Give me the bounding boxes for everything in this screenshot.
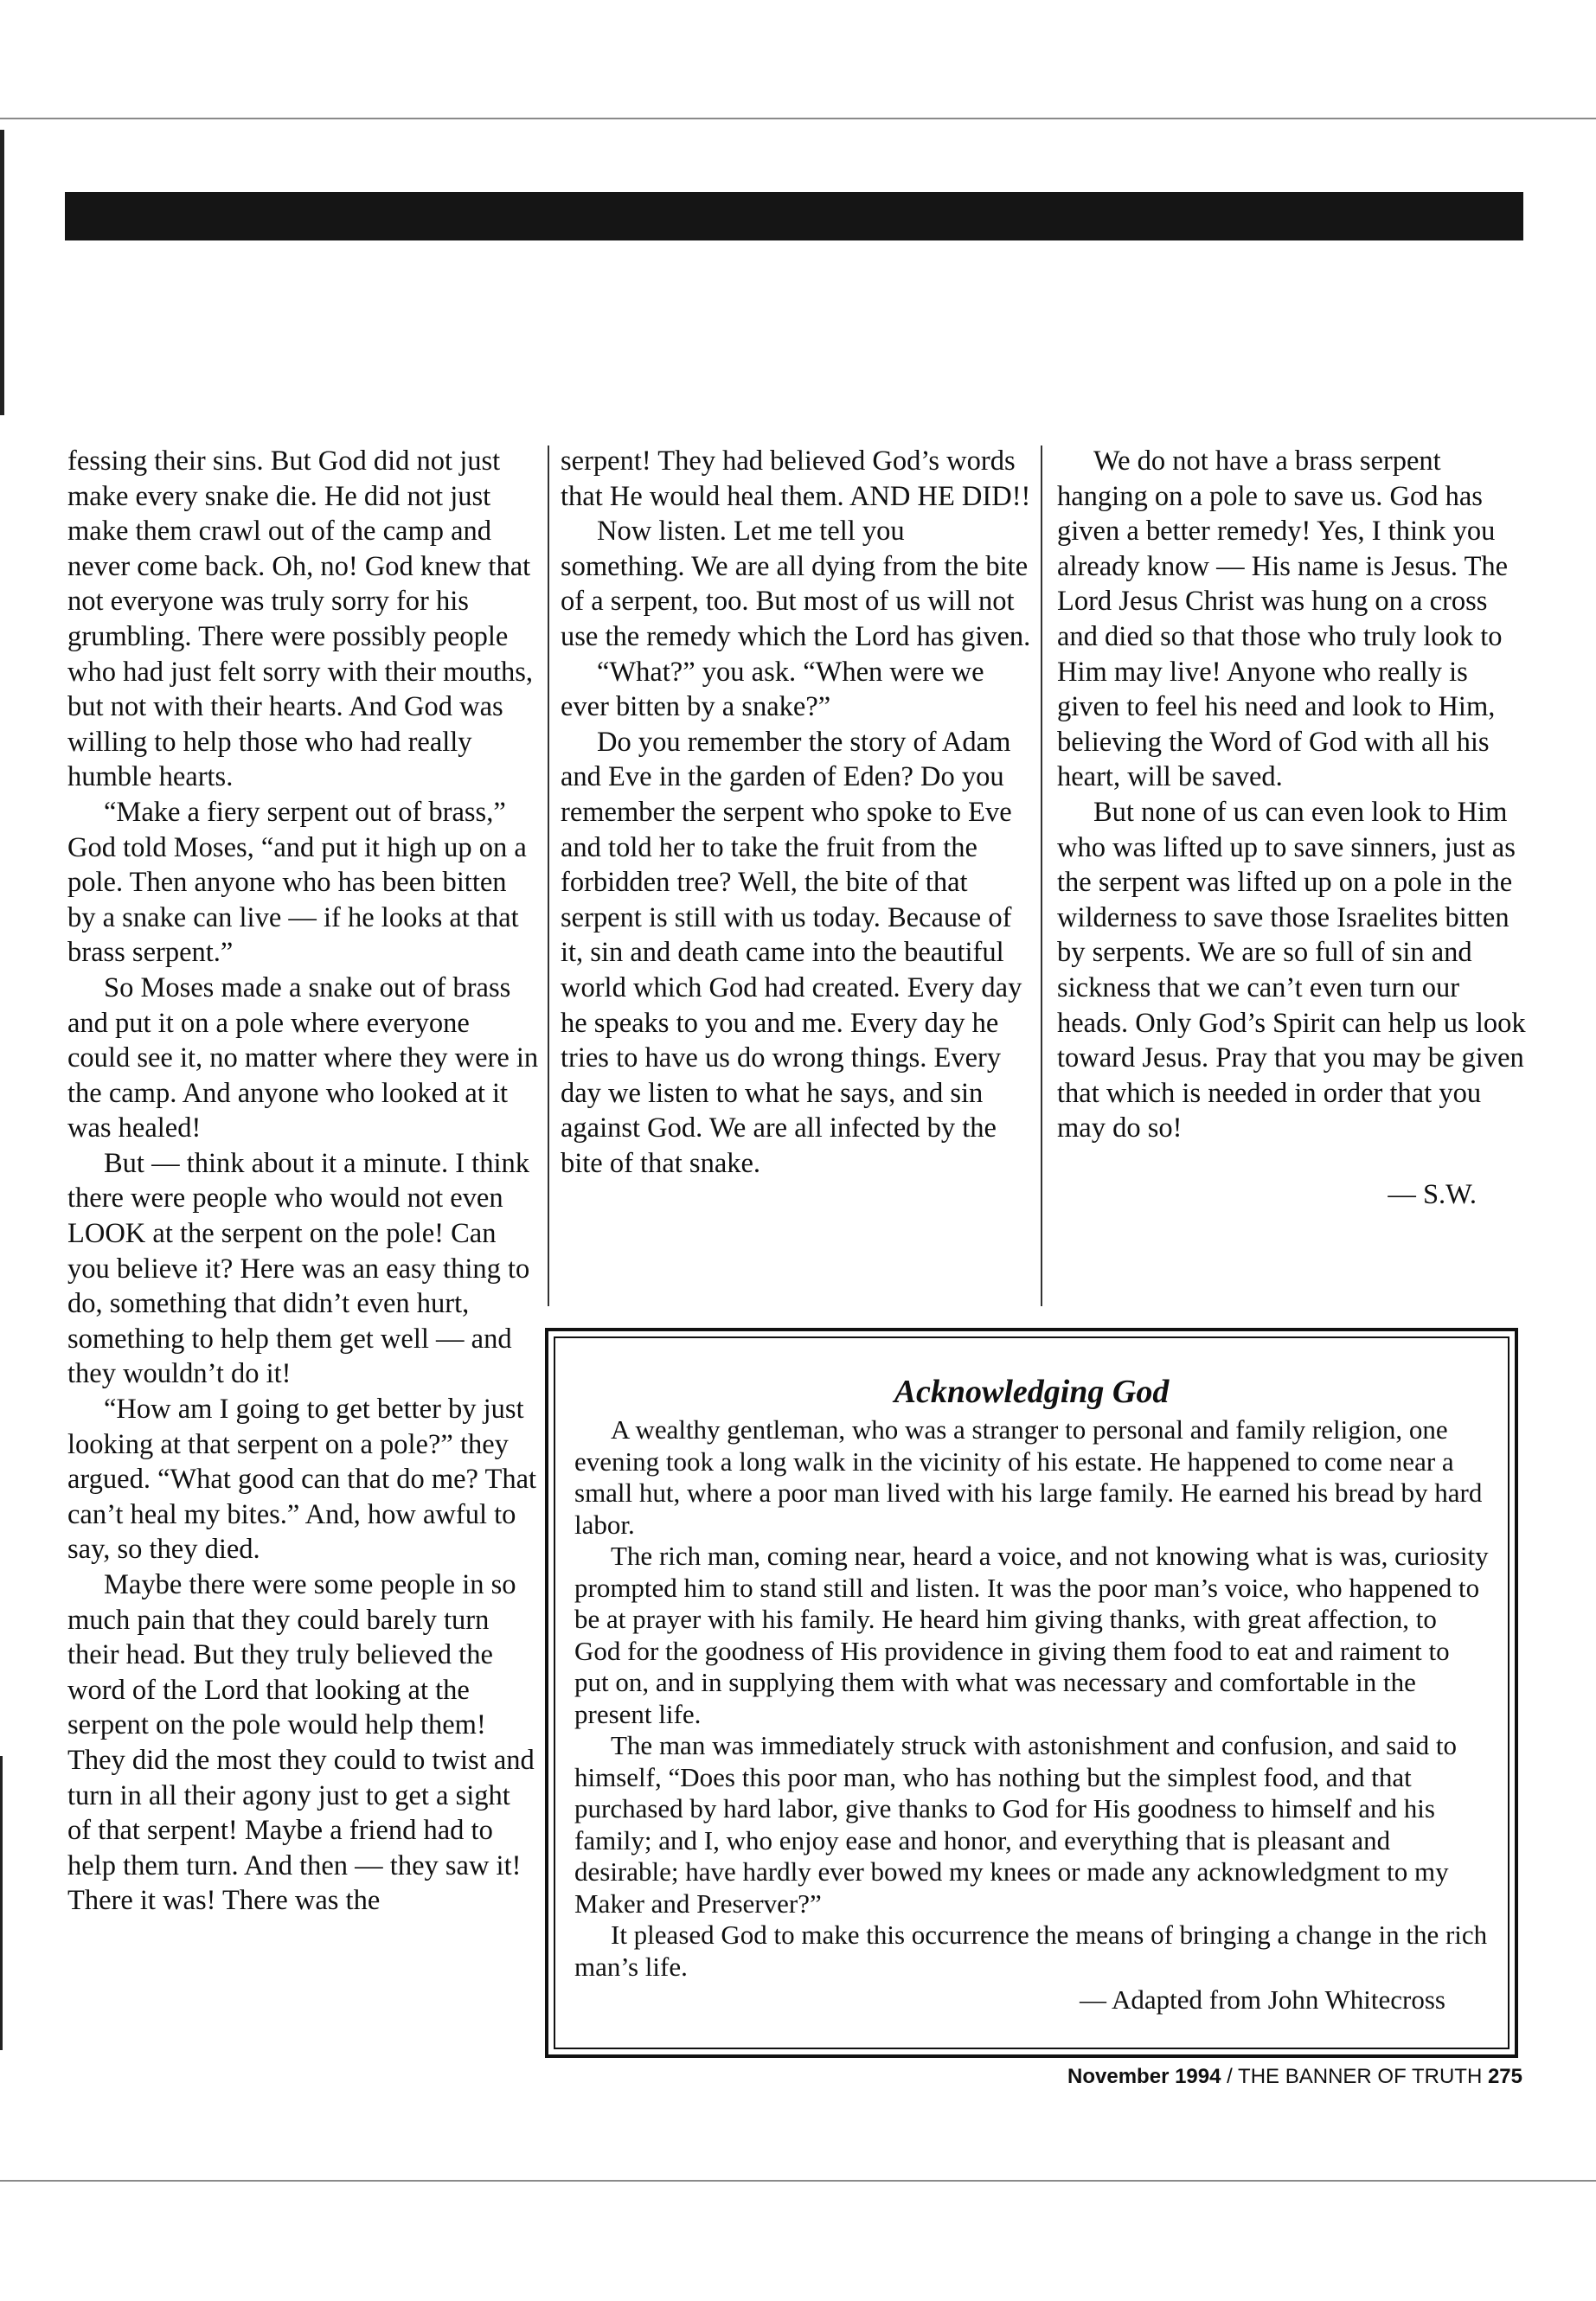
top-rule (0, 118, 1596, 119)
sidebar-inner-frame (554, 1336, 1509, 2049)
footer-date: November 1994 (1067, 2065, 1221, 2088)
paragraph: A wealthy gentleman, who was a stranger to personal and family religion, one evening took a long walk in the vicinity of his estate. He happened to come near a small hut, where a poor man lived with his large family. He earned his bread by hard labor. (574, 1414, 1483, 1540)
sidebar-box (545, 1328, 1518, 2058)
scan-edge-mark (0, 1756, 3, 2050)
sidebar-credit: — Adapted from John Whitecross (1079, 1984, 1445, 2015)
column-divider (1041, 445, 1042, 1306)
article-column-3 (1057, 444, 1529, 1212)
paragraph: The rich man, coming near, heard a voice, and not knowing what is was, curiosity prompted him to stand still and listen. It was the poor man’s voice, who happened to be at prayer with his family. He heard him giving thanks, with great affection, to God for the goodness of His providence in giving them food to eat and raiment to put on, and in supplying them with what was necessary and comfortable in the present life. (574, 1541, 1489, 1729)
sidebar-title: Acknowledging God (894, 1374, 1170, 1410)
paragraph: We do not have a brass serpent hanging on a pole to save us. God has given a better remedy! Yes, I think you already know — His name is Jesus. The Lord Jesus Christ was hung on a cross and died so that those who truly look to Him may live! Anyone who really is given to feel his need and look to Him, believing the Word of God with all his heart, will be saved. (1057, 445, 1509, 793)
paragraph: fessing their sins. But God did not just make every snake die. He did not just make them crawl out of the camp and never come back. Oh, no! God knew that not everyone was truly sorry for his grumbling. There were possibly people who had just felt sorry with their mouths, but not with their hearts. And God was willing to help those who had really humble hearts. (67, 445, 533, 793)
page-number: 275 (1487, 2065, 1522, 2088)
paragraph: “How am I going to get better by just looking at that serpent on a pole?” they argued. “What good can that do me? That can’t heal my bites.” And, how awful to say, so they died. (67, 1394, 537, 1566)
paragraph: Now listen. Let me tell you something. We are all dying from the bite of a serpent, too. But most of us will not use the remedy which the Lord has given. (561, 516, 1031, 652)
column-divider (548, 445, 549, 1306)
header-black-bar (65, 192, 1523, 240)
paragraph: So Moses made a snake out of brass and put it on a pole where everyone could see it, no matter where they were in the camp. And anyone who looked at it was healed! (67, 971, 539, 1144)
scan-edge-mark (0, 130, 4, 415)
paragraph: “What?” you ask. “When were we ever bitten by a snake?” (561, 656, 984, 723)
paragraph: Do you remember the story of Adam and Eve in the garden of Eden? Do you remember the serpent who spoke to Eve and told her to take the fruit from the forbidden tree? Well, the bite of that serpent is still with us today. Because of it, sin and death came into the beautiful world which God had created. Every day he speaks to you and me. Every day he tries to have us do wrong things. Every day we listen to what he says, and sin against God. We are all infected by the bite of that snake. (561, 726, 1022, 1179)
bottom-rule (0, 2180, 1596, 2182)
paragraph: serpent! They had believed God’s words that He would heal them. AND HE DID!! (561, 445, 1031, 512)
footer-separator: / (1221, 2065, 1239, 2088)
paragraph: Maybe there were some people in so much pain that they could barely turn their head. But they truly believed the word of the Lord that looking at the serpent on the pole would help them! They did the most they could to twist and turn in all their agony just to get a sight of that serpent! Maybe a friend had to help them turn. And then — they saw it! There it was! There was the (67, 1569, 535, 1917)
author-signature: — S.W. (1388, 1178, 1477, 1210)
page-footer (917, 2064, 1522, 2090)
article-column-1 (67, 444, 539, 1919)
paragraph: But — think about it a minute. I think there were people who would not even LOOK at the serpent on the pole! Can you believe it? Here was an easy thing to do, something that didn’t even hurt, something to help them get well — and they wouldn’t do it! (67, 1147, 530, 1390)
paragraph: The man was immediately struck with astonishment and confusion, and said to himself, “Does this poor man, who has nothing but the simplest food, and that purchased by hard labor, give thanks to God for His goodness to himself and his family; and I, who enjoy ease and honor, and everything that is pleasant and desirable; have hardly ever bowed my knees or made any acknowledgment to my Maker and Preserver?” (574, 1730, 1458, 1919)
article-column-2 (561, 444, 1032, 1181)
paragraph: “Make a fiery serpent out of brass,” God told Moses, “and put it high up on a pole. Then anyone who has been bitten by a snake can live — if he looks at that brass serpent.” (67, 796, 527, 969)
paragraph: It pleased God to make this occurrence the means of bringing a change in the rich man’s life. (574, 1920, 1488, 1982)
paragraph: But none of us can even look to Him who was lifted up to save sinners, just as the serpent was lifted up on a pole in the wilderness to save those Israelites bitten by serpents. We are so full of sin and sickness that we can’t even turn our heads. Only God’s Spirit can help us look toward Jesus. Pray that you may be given that which is needed in order that you may do so! (1057, 796, 1526, 1144)
footer-publication: THE BANNER OF TRUTH (1238, 2065, 1483, 2088)
sidebar-body (574, 1414, 1489, 2016)
